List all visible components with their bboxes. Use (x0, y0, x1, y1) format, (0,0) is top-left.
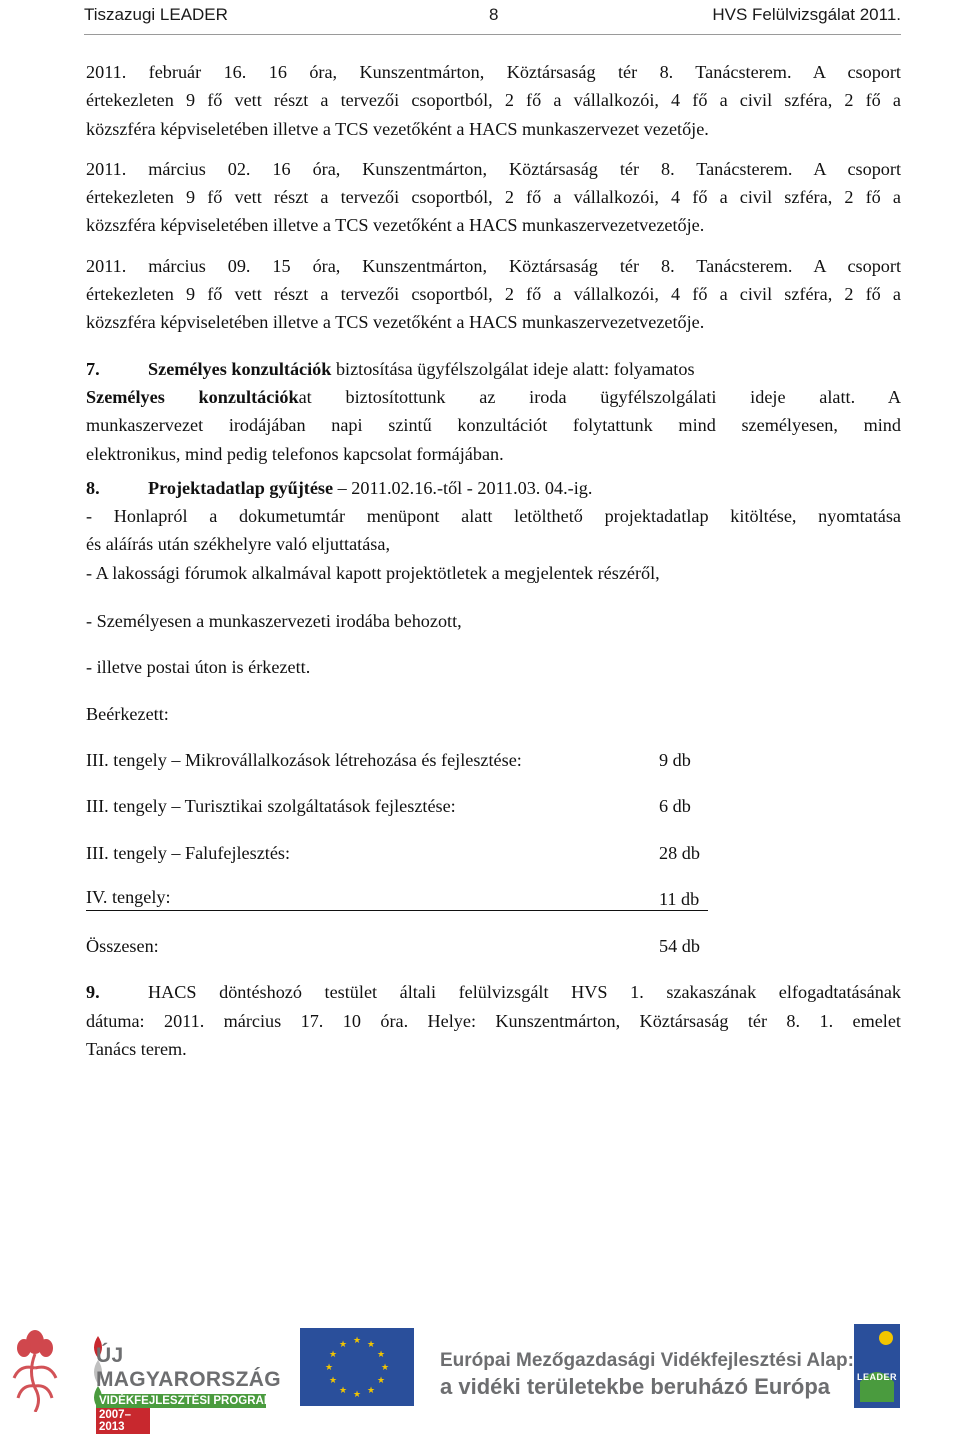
section-title-rest: biztosítása ügyfélszolgálat ideje alatt: folyamatos (331, 358, 695, 379)
header-left: Tiszazugi LEADER (84, 5, 228, 24)
meeting-paragraph (86, 155, 901, 240)
text-line: közszféra képviseletében illetve a TCS vezetőként a HACS munkaszervezetvezetője. (86, 215, 705, 236)
page-header (0, 0, 960, 34)
section-number: 9. (86, 982, 100, 1003)
eafrd-text (440, 1350, 854, 1400)
text-line: értekezleten 9 fő vett részt a tervezői csoportból, 2 fő a vállalkozói, 4 fő a civil szféra, 2 fő a (86, 284, 901, 305)
section-title: Projektadatlap gyűjtése (148, 477, 334, 498)
bullet-line: - Honlapról a dokumetumtár menüpont alatt letölthető projektadatlap kitöltése, nyomtatása (86, 506, 901, 527)
received-label: Beérkezett: (86, 703, 169, 724)
svg-text:★: ★ (352, 1390, 362, 1400)
header-rule (84, 34, 901, 35)
eafrd-line1: Európai Mezőgazdasági Vidékfejlesztési Alap: (440, 1350, 854, 1371)
umvp-subtitle: VIDÉKFEJLESZTÉSI PROGRAM (96, 1394, 266, 1408)
meeting-paragraph (86, 58, 901, 143)
table-row-total (86, 932, 901, 979)
bullet-line: és aláírás után székhelyre való eljuttatása, (86, 534, 391, 555)
header-right: HVS Felülvizsgálat 2011. (712, 5, 901, 24)
bullet-line: - illetve postai úton is érkezett. (86, 657, 311, 678)
text-line: dátuma: 2011. március 17. 10 óra. Helye: Kunszentmárton, Köztársaság tér 8. 1. emelet (86, 1010, 901, 1031)
row-label: III. tengely – Falufejlesztés: (86, 842, 291, 863)
row-label: III. tengely – Mikrovállalkozások létrehozása és fejlesztése: (86, 749, 522, 770)
bullet-line: - Személyesen a munkaszervezeti irodába behozott, (86, 611, 462, 632)
svg-text:★: ★ (376, 1350, 386, 1360)
row-value: 11 db (659, 889, 700, 910)
table-row (86, 792, 901, 839)
text-line (86, 978, 901, 1006)
svg-text:★: ★ (338, 1340, 348, 1350)
section-heading (86, 474, 901, 502)
page-number: 8 (489, 5, 499, 24)
section-number: 7. (86, 358, 100, 379)
leader-wordmark: LEADER (856, 1372, 897, 1382)
table-row (86, 885, 901, 932)
document-body (86, 58, 901, 1063)
svg-text:★: ★ (352, 1336, 362, 1346)
row-label: III. tengely – Turisztikai szolgáltatások fejlesztése: (86, 796, 456, 817)
section-number: 8. (86, 477, 100, 498)
table-row (86, 839, 901, 886)
section-dates: – 2011.02.16.-től - 2011.03. 04.-ig. (333, 477, 593, 498)
umvp-logo-text (96, 1344, 281, 1434)
svg-text:★: ★ (328, 1376, 338, 1386)
svg-text:★: ★ (366, 1386, 376, 1396)
row-value: 9 db (659, 749, 691, 770)
eafrd-line2: a vidéki területekbe beruházó Európa (440, 1374, 831, 1399)
leader-logo-text (856, 1372, 898, 1388)
text-line: 2011. február 16. 16 óra, Kunszentmárton, Köztársaság tér 8. Tanácsterem. A csoport (86, 62, 901, 82)
row-value: 54 db (659, 935, 700, 956)
text-run: at biztosítottunk az iroda ügyfélszolgálati ideje alatt. A (298, 386, 901, 407)
text-line: 2011. március 02. 16 óra, Kunszentmárton, Köztársaság tér 8. Tanácsterem. A csoport (86, 158, 901, 179)
text-line: 2011. március 09. 15 óra, Kunszentmárton, Köztársaság tér 8. Tanácsterem. A csoport (86, 255, 901, 276)
received-table (86, 746, 901, 979)
bold-term: Személyes konzultációk (86, 386, 299, 407)
row-value: 28 db (659, 842, 700, 863)
svg-text:★: ★ (380, 1363, 390, 1373)
row-label: IV. tengely: (86, 885, 708, 911)
bullet-line: - A lakossági fórumok alkalmával kapott projektötletek a megjelentek részéről, (86, 562, 660, 583)
umvp-years: 2007–2013 (96, 1408, 150, 1434)
row-label: Összesen: (86, 935, 159, 956)
section-title: Személyes konzultációk (148, 358, 332, 379)
text-line (86, 383, 901, 411)
svg-text:★: ★ (328, 1350, 338, 1360)
svg-text:★: ★ (376, 1376, 386, 1386)
meeting-paragraph (86, 252, 901, 337)
section-heading (86, 355, 901, 383)
section-8 (86, 474, 901, 979)
section-9 (86, 978, 901, 1063)
text-run: HACS döntéshozó testület általi felülvizsgált HVS 1. szakaszának elfogadtatásának (148, 982, 901, 1003)
text-line: Tanács terem. (86, 1039, 187, 1060)
umvp-title: ÚJ MAGYARORSZÁG (96, 1344, 281, 1391)
leader-logo-icon (852, 1322, 902, 1410)
text-line: értekezleten 9 fő vett részt a tervezői csoportból, 2 fő a vállalkozói, 4 fő a civil szféra, 2 fő a (86, 90, 901, 111)
row-value: 6 db (659, 796, 691, 817)
text-line: munkaszervezet irodájában napi szintű konzultációt folytattunk mind személyesen, mind (86, 415, 901, 436)
text-line: elektronikus, mind pedig telefonos kapcsolat formájában. (86, 443, 504, 464)
flower-ornament-logo (6, 1328, 64, 1412)
text-line: értekezleten 9 fő vett részt a tervezői csoportból, 2 fő a vállalkozói, 4 fő a civil szféra, 2 fő a (86, 187, 901, 208)
eu-flag-icon (300, 1328, 414, 1406)
svg-text:★: ★ (366, 1340, 376, 1350)
text-line: közszféra képviseletében illetve a TCS vezetőként a HACS munkaszervezet vezetője. (86, 118, 709, 139)
svg-text:★: ★ (338, 1386, 348, 1396)
svg-text:★: ★ (324, 1363, 334, 1373)
table-row (86, 746, 901, 793)
text-line: közszféra képviseletében illetve a TCS vezetőként a HACS munkaszervezetvezetője. (86, 312, 705, 333)
footer-logos (0, 1306, 960, 1433)
section-7 (86, 355, 901, 468)
